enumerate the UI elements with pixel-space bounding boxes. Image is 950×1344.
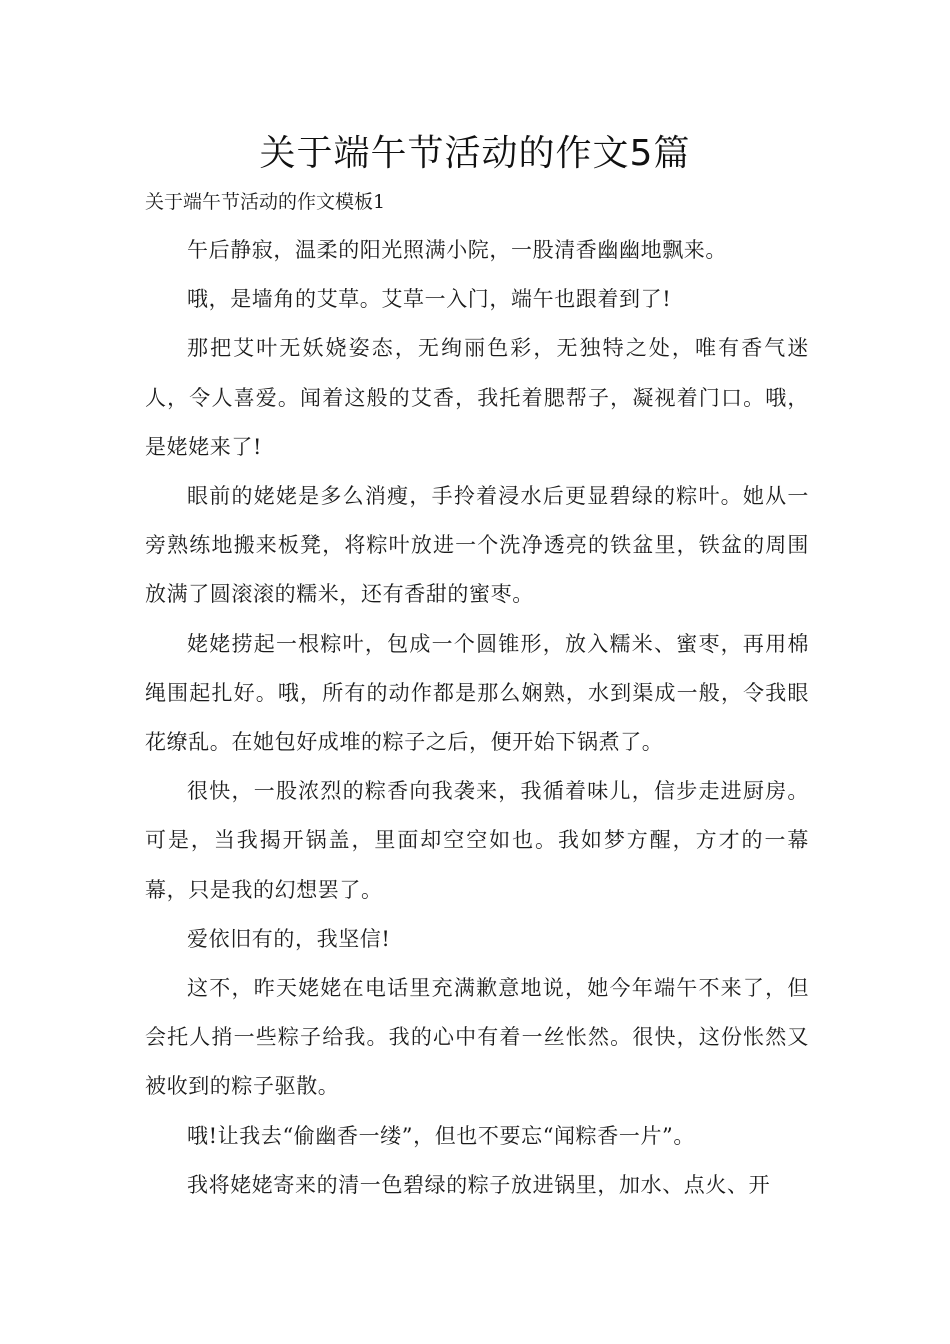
paragraph: 那把艾叶无妖娆姿态，无绚丽色彩，无独特之处，唯有香气迷人，令人喜爱。闻着这般的艾香，我托着腮帮子，凝视着门口。哦，是姥姥来了! bbox=[145, 336, 809, 459]
paragraph: 姥姥捞起一根粽叶，包成一个圆锥形，放入糯米、蜜枣，再用棉绳围起扎好。哦，所有的动作都是那么娴熟，水到渠成一般，令我眼花缭乱。在她包好成堆的粽子之后，便开始下锅煮了。 bbox=[145, 631, 809, 755]
document-body bbox=[145, 184, 809, 1210]
paragraph: 我将姥姥寄来的清一色碧绿的粽子放进锅里，加水、点火、开 bbox=[187, 1172, 771, 1197]
paragraph: 午后静寂，温柔的阳光照满小院，一股清香幽幽地飘来。 bbox=[187, 238, 727, 262]
paragraph: 很快，一股浓烈的粽香向我袭来，我循着味儿，信步走进厨房。可是，当我揭开锅盖，里面却空空如也。我如梦方醒，方才的一幕幕，只是我的幻想罢了。 bbox=[145, 779, 809, 902]
paragraph: 哦，是墙角的艾草。艾草一入门，端午也跟着到了! bbox=[187, 287, 672, 312]
document-title: 关于端午节活动的作文5篇 bbox=[259, 133, 691, 174]
paragraph: 这不，昨天姥姥在电话里充满歉意地说，她今年端午不来了，但会托人捎一些粽子给我。我的心中有着一丝怅然。很快，这份怅然又被收到的粽子驱散。 bbox=[145, 976, 809, 1099]
paragraph: 爱依旧有的，我坚信! bbox=[187, 926, 391, 951]
paragraph: 哦!让我去“偷幽香一缕”，但也不要忘“闻粽香一片”。 bbox=[187, 1123, 695, 1148]
section-heading: 关于端午节活动的作文模板1 bbox=[145, 191, 386, 213]
paragraph: 眼前的姥姥是多么消瘦，手拎着浸水后更显碧绿的粽叶。她从一旁熟练地搬来板凳，将粽叶放进一个洗净透亮的铁盆里，铁盆的周围放满了圆滚滚的糯米，还有香甜的蜜枣。 bbox=[145, 484, 809, 607]
